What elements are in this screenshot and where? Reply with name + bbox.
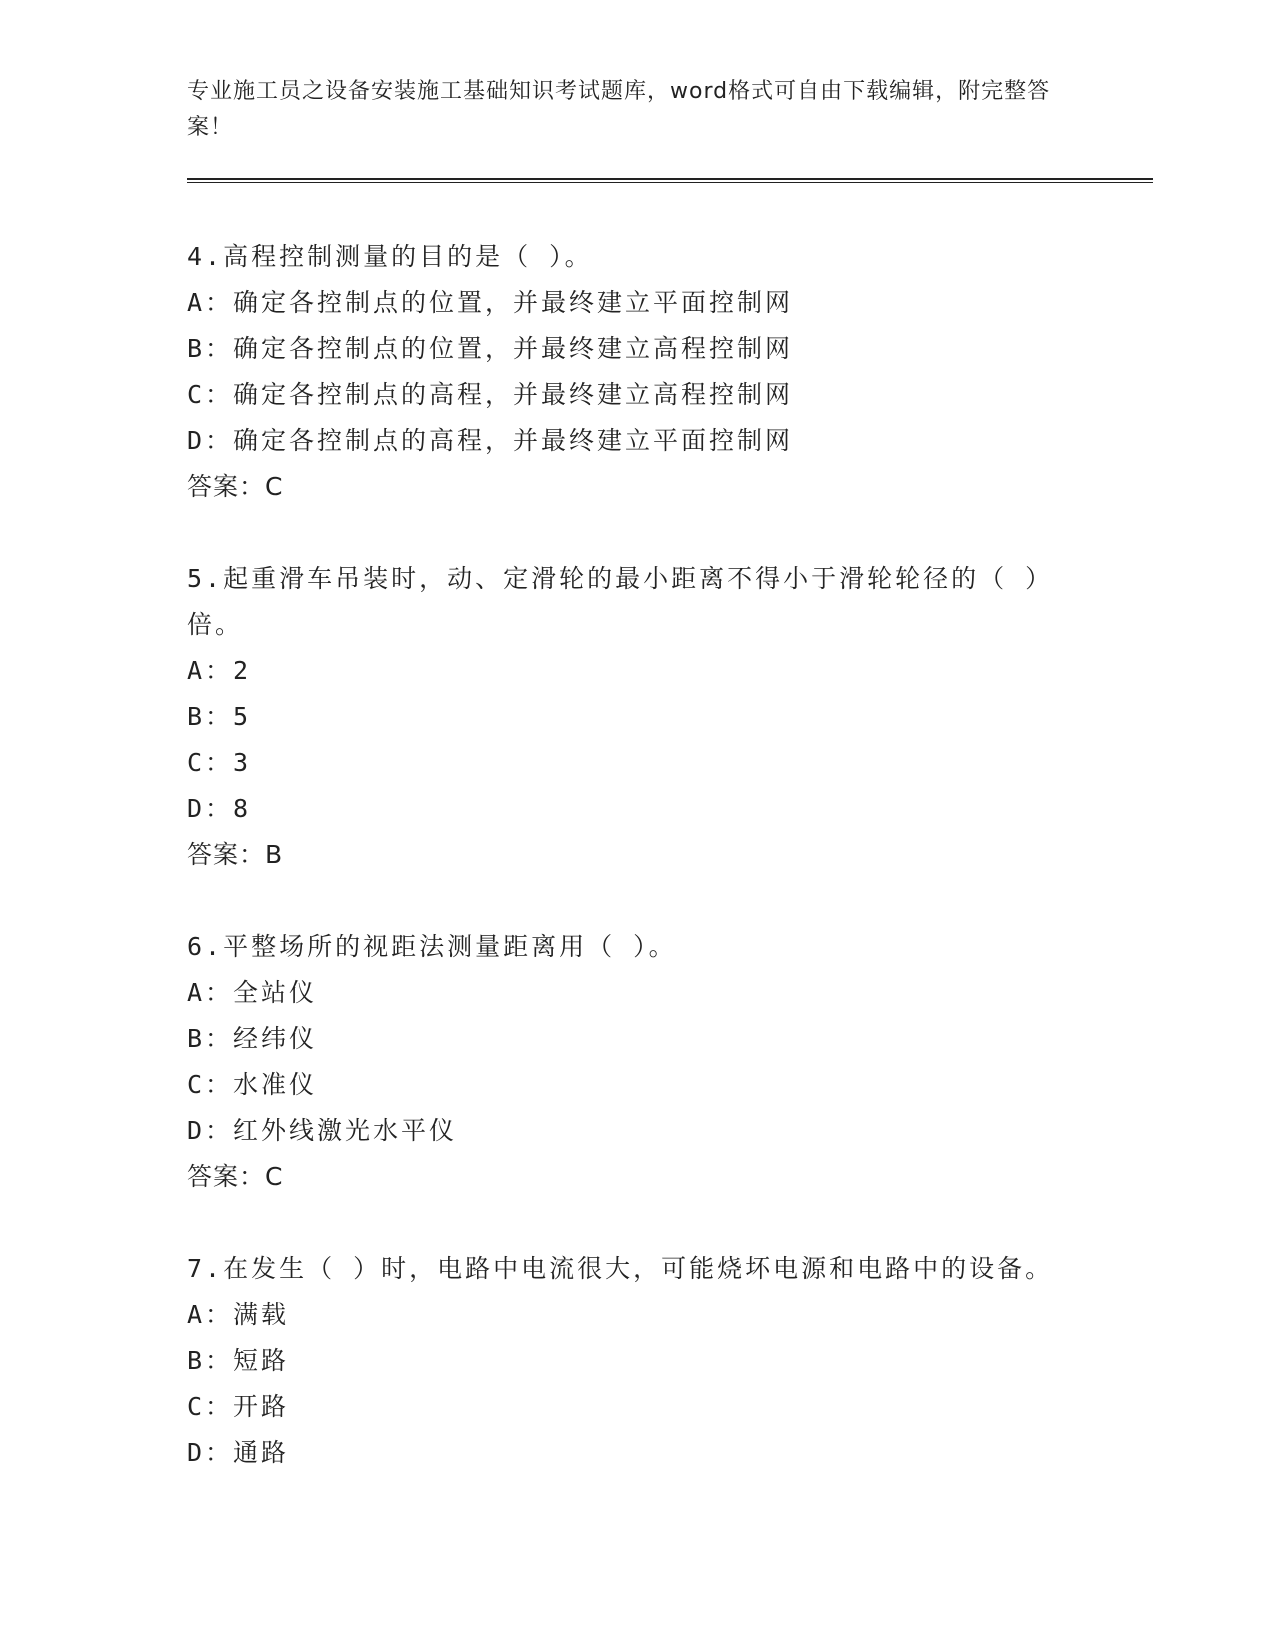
option-b: B：短路 [187,1346,290,1375]
question-list [187,234,1087,1522]
question-stem: 4.高程控制测量的目的是（ ）。 [187,242,593,271]
option-b: B：经纬仪 [187,1024,318,1053]
option-d: D：8 [187,794,252,823]
question-5 [187,556,1087,878]
option-c: C：水准仪 [187,1070,318,1099]
question-stem: 7.在发生（ ）时，电路中电流很大，可能烧坏电源和电路中的设备。 [187,1254,1054,1283]
option-d: D：确定各控制点的高程，并最终建立平面控制网 [187,426,794,455]
option-b: B：5 [187,702,252,731]
answer-text: 答案：C [187,472,284,501]
question-stem: 5.起重滑车吊装时，动、定滑轮的最小距离不得小于滑轮轮径的（ ）倍。 [187,564,1054,639]
document-header: 专业施工员之设备安装施工基础知识考试题库，word格式可自由下载编辑，附完整答案！ [187,79,1051,140]
question-6 [187,924,1087,1200]
answer-text: 答案：C [187,1162,284,1191]
option-a: A：满载 [187,1300,290,1329]
question-7 [187,1246,1087,1476]
option-a: A：确定各控制点的位置，并最终建立平面控制网 [187,288,794,317]
option-a: A：2 [187,656,252,685]
option-d: D：通路 [187,1438,290,1467]
question-4 [187,234,1087,510]
option-d: D：红外线激光水平仪 [187,1116,458,1145]
option-c: C：确定各控制点的高程，并最终建立高程控制网 [187,380,794,409]
option-c: C：3 [187,748,252,777]
question-stem: 6.平整场所的视距法测量距离用（ ）。 [187,932,677,961]
answer-text: 答案：B [187,840,284,869]
option-c: C：开路 [187,1392,290,1421]
header-divider [187,178,1153,183]
option-b: B：确定各控制点的位置，并最终建立高程控制网 [187,334,794,363]
option-a: A：全站仪 [187,978,318,1007]
